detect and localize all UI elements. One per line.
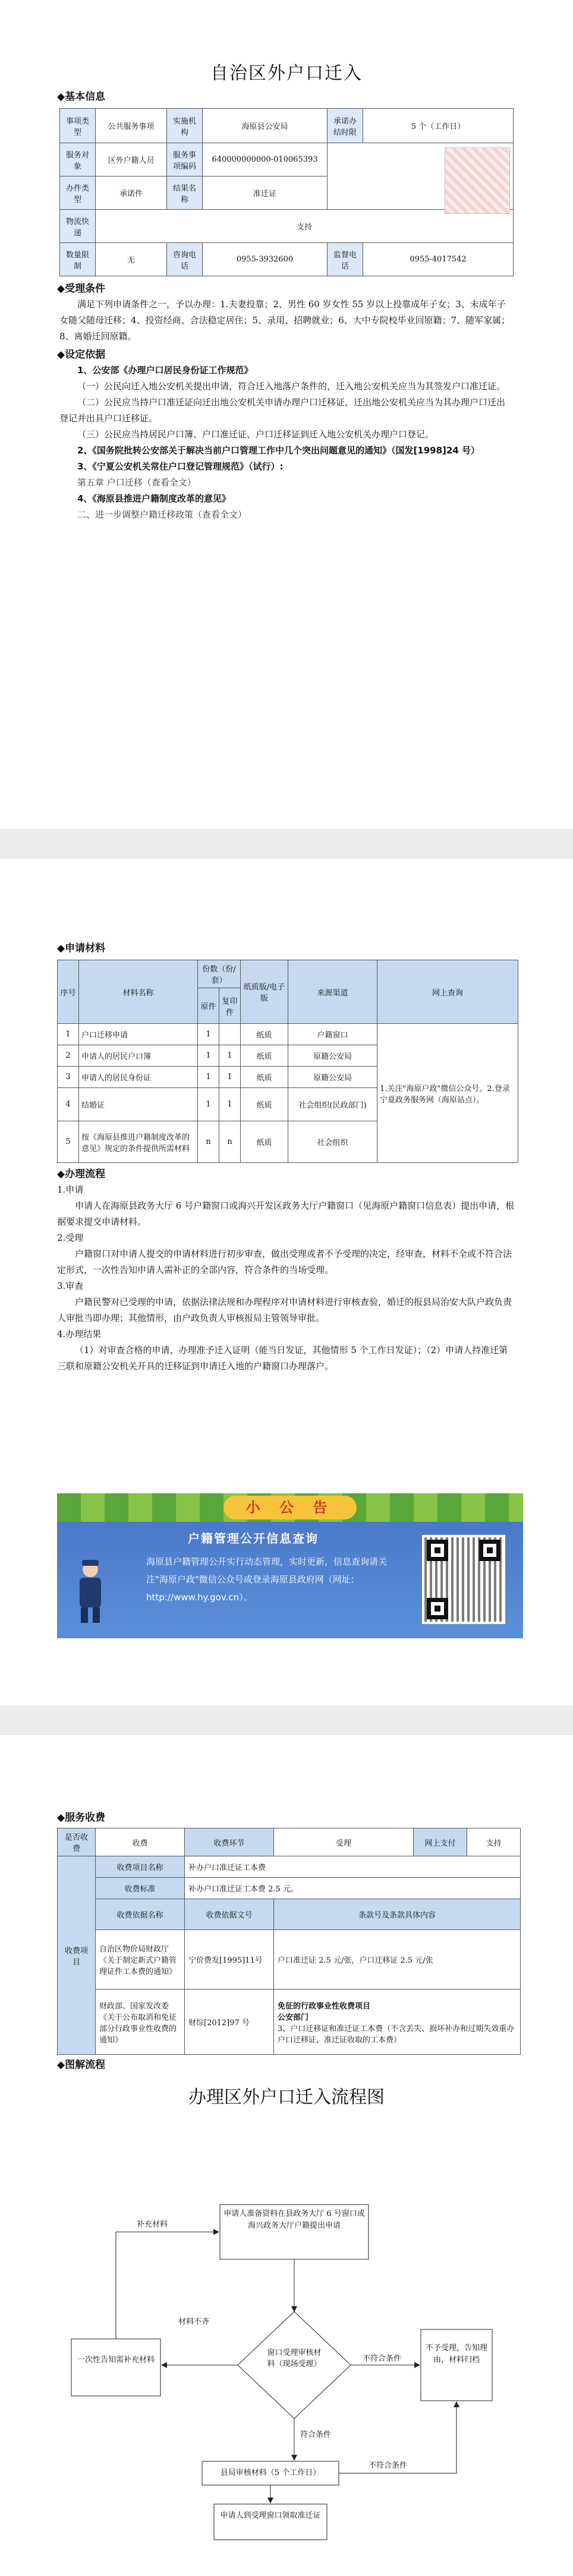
section-basic-info: ◆基本信息	[57, 91, 106, 103]
cell-type: 纸质	[241, 1121, 288, 1163]
process-step-3: 3.审查	[57, 1281, 84, 1291]
fee-clause-label: 条款号及条款具体内容	[274, 1899, 521, 1930]
fee-flag-label: 是否收费	[58, 1828, 96, 1856]
fee-std-label: 收费标准	[96, 1878, 185, 1899]
cell-value: 0955-4017542	[363, 243, 514, 276]
cell-name: 户口迁移申请	[79, 1024, 198, 1045]
flow-reject-label: 不予受理，告知理由，材料归档	[425, 2344, 487, 2364]
flow-review-label: 窗口受理审核材料（现场受理）	[267, 2348, 322, 2369]
page-3	[0, 1735, 573, 2576]
flow-apply-label: 申请人准备资料在县政务大厅 6 号窗口或海兴政务大厅户籍提出申请	[223, 2209, 365, 2230]
cell-label: 承诺办结时限	[328, 109, 363, 143]
process-step-2-text: 户籍窗口对申请人提交的申请材料进行初步审查，做出受理或者不予受理的决定，经审查，材料不全或不符合法定形式，一次性告知申请人需补正的全部内容，符合条件的当场受理。	[57, 1248, 512, 1275]
fee-project-label: 收费项目	[58, 1856, 96, 2055]
basis-item-1: 1、公安部《办理户口居民身份证工作规范》	[77, 365, 253, 376]
cell-value: 支持	[96, 210, 514, 243]
section-materials: ◆申请材料	[57, 942, 106, 954]
fee-basis-1: 自治区物价局财政厅《关于制定新式户籍管理证件工本费的通知》	[96, 1930, 185, 1989]
fee-std-value: 补办户口准迁证工本费 2.5 元。	[185, 1878, 521, 1899]
conditions-text: 满足下列申请条件之一，予以办理：1.夫妻投靠；2、男性 60 岁女性 55 岁以上投靠成年子女；3、未成年子女随父随母迁移；4、投资经商、合法稳定居住；5、录用、招聘就业；6、大中专院校毕业回原籍；7、随军家属；8、离婚迁回原籍。	[59, 299, 511, 342]
fee-clause-2-dept: 公安部门	[278, 2013, 309, 2022]
cell-source: 户籍窗口	[288, 1024, 377, 1045]
cell-label: 事项类型	[60, 109, 96, 143]
page-1	[0, 0, 573, 829]
flow-edge-incomplete: 材料不齐	[178, 2318, 210, 2326]
cell-label: 结果名称	[167, 176, 203, 210]
cell-source: 社会组织	[288, 1121, 377, 1163]
cell-value: 5 个（工作日）	[363, 109, 514, 143]
process-step-2: 2.受理	[57, 1232, 84, 1243]
cell-label: 数量限制	[60, 243, 96, 276]
basis-item-3-link[interactable]: 第五章 户口迁移（查看全文）	[77, 477, 196, 488]
cell-orig: 1	[198, 1024, 219, 1045]
cell-label: 服务事项编码	[167, 143, 203, 176]
qr-code-icon	[422, 1535, 505, 1624]
cell-orig: 1	[198, 1088, 219, 1121]
cell-label: 物流快递	[60, 210, 96, 243]
cell-no: 2	[58, 1045, 79, 1067]
cell-orig: n	[198, 1121, 219, 1163]
cell-no: 3	[58, 1067, 79, 1088]
cell-no: 4	[58, 1088, 79, 1121]
col-copy: 复印件	[219, 988, 241, 1024]
fee-item-label: 收费项目名称	[96, 1856, 185, 1878]
basis-item-3: 3、《宁夏公安机关常住户口登记管理规范》（试行）:	[77, 461, 284, 472]
cell-type: 纸质	[241, 1088, 288, 1121]
cell-source: 原籍公安局	[288, 1067, 377, 1088]
fee-basis-2: 财政部、国家发改委《关于公布取消和免征部分行政事业性收费的通知》	[96, 1989, 185, 2055]
cell-value: 准迁证	[203, 176, 328, 210]
cell-source: 原籍公安局	[288, 1045, 377, 1067]
cell-orig: 1	[198, 1045, 219, 1067]
flow-title: 办理区外户口迁入流程图	[188, 2087, 385, 2108]
cell-type: 纸质	[241, 1024, 288, 1045]
fee-flag-value: 收费	[96, 1828, 185, 1856]
basis-item-1b: （二）公民应当持户口准迁证向迁出地公安机关申请办理户口迁移证，迁出地公安机关应当为其办理户口迁出登记并出具户口迁移证。	[59, 397, 506, 424]
cell-value: 无	[96, 243, 167, 276]
cell-name: 按《海原县推进户籍制度改革的意见》规定的条件提供所需材料	[79, 1121, 198, 1163]
basis-item-4: 4、《海原县推进户籍制度改革的意见》	[77, 493, 231, 504]
cell-copy: 1	[219, 1045, 241, 1067]
process-step-4-text: （1）对审查合格的申请，办理准予迁入证明（能当日发证，其他情形 5 个工作日发证）；（2）申请人持准迁第三联和原籍公安机关开具的迁移证到申请迁入地的户籍窗口办理落户。	[57, 1345, 508, 1371]
flow-result-label: 申请人到受理窗口领取准迁证	[220, 2511, 321, 2520]
cell-label: 实施机构	[167, 109, 203, 143]
flowchart	[0, 2187, 573, 2555]
cell-no: 1	[58, 1024, 79, 1045]
fee-clause-2-heading: 免征的行政事业性收费项目	[278, 2001, 371, 2011]
flow-county-label: 县局审核材料（5 个工作日）	[220, 2468, 321, 2477]
cell-orig: 1	[198, 1067, 219, 1088]
page-2	[0, 859, 573, 1705]
fee-item-value: 补办户口准迁证工本费	[185, 1856, 521, 1878]
flow-edge-noncompliant: 不符合条件	[363, 2354, 402, 2363]
col-source: 来源渠道	[288, 960, 377, 1024]
basis-item-4-link[interactable]: 二、进一步调整户籍迁移政策（查看全文）	[77, 509, 247, 520]
banner-text: 海原县户籍管理公开实行动态管理，实时更新，信息查询请关注"海原户政"微信公众号或登录海原县政府网（网址：http://www.hy.gov.cn）。	[146, 1556, 388, 1603]
cell-source: 社会组织(民政部门)	[288, 1088, 377, 1121]
cell-name: 结婚证	[79, 1088, 198, 1121]
cell-copy: 1	[219, 1067, 241, 1088]
flow-notify-label: 一次性告知需补充材料	[77, 2356, 155, 2364]
flow-edge-compliant: 符合条件	[300, 2430, 332, 2439]
cell-type: 纸质	[241, 1067, 288, 1088]
cell-name: 申请人的居民户口簿	[79, 1045, 198, 1067]
col-orig: 原件	[198, 988, 219, 1024]
cell-label: 咨询电话	[167, 243, 203, 276]
section-process: ◆办理流程	[57, 1168, 106, 1180]
cell-copy	[219, 1024, 241, 1045]
fee-clause-2	[274, 1989, 521, 2055]
col-no: 序号	[58, 960, 79, 1024]
section-conditions: ◆受理条件	[57, 283, 106, 295]
page-title: 自治区外户口迁入	[210, 63, 363, 84]
cell-value: 承诺件	[96, 176, 167, 210]
process-step-1: 1.申请	[57, 1184, 84, 1195]
officer-icon	[73, 1559, 108, 1624]
flow-apply-text	[222, 2208, 366, 2257]
seal-stamp-image	[445, 147, 510, 214]
fee-clause-2-text: 3、户口迁移证和准迁证工本费（不含丢失、损坏补办和过期失效重办户口迁移证、准迁证收取的工本费）	[278, 2024, 515, 2045]
section-fees: ◆服务收费	[57, 1812, 106, 1824]
process-step-4: 4.办理结果	[57, 1329, 102, 1339]
notice-banner	[57, 1493, 523, 1638]
cell-type: 纸质	[241, 1045, 288, 1067]
cell-label: 监督电话	[328, 243, 363, 276]
cell-copy: 1	[219, 1088, 241, 1121]
col-online: 网上查询	[377, 960, 518, 1024]
fee-stage-label: 收费环节	[185, 1828, 274, 1856]
cell-online: 1.关注"海原户政"微信公众号。2.登录宁夏政务服务网（海原站点）。	[377, 1024, 518, 1163]
col-name: 材料名称	[79, 960, 198, 1024]
basis-item-1a: （一）公民向迁入地公安机关提出申请，符合迁入地落户条件的，迁入地公安机关应当为其签发户口准迁证。	[77, 381, 506, 392]
section-flow: ◆图解流程	[57, 2059, 106, 2071]
fees-table	[57, 1828, 521, 2055]
section-basis: ◆设定依据	[57, 349, 106, 361]
cell-label: 办件类型	[60, 176, 96, 210]
cell-value: 海原县公安局	[203, 109, 328, 143]
fee-doc-2: 财综[2012]97 号	[185, 1989, 274, 2055]
basis-item-2: 2、《国务院批转公安部关于解决当前户口管理工作中几个突出问题意见的通知》（国发[1998]24 号）	[77, 445, 480, 456]
banner-subtitle: 户籍管理公开信息查询	[188, 1531, 319, 1546]
fee-stage-value: 受理	[274, 1828, 414, 1856]
process-text	[57, 1182, 516, 1374]
cell-value: 0955-3932600	[203, 243, 328, 276]
fee-doc-label: 收费依据文号	[185, 1899, 274, 1930]
cell-label: 服务对象	[60, 143, 96, 176]
fee-clause-1: 户口准迁证 2.5 元/张，户口迁移证 2.5 元/张	[274, 1930, 521, 1989]
flow-edge-supplement: 补充材料	[137, 2220, 168, 2229]
fee-doc-1: 宁价费发[1995]11号	[185, 1930, 274, 1989]
col-count: 份数（份/套）	[198, 960, 241, 988]
cell-copy: n	[219, 1121, 241, 1163]
online-pay-label: 网上支付	[414, 1828, 467, 1856]
cell-no: 5	[58, 1121, 79, 1163]
cell-name: 申请人的居民身份证	[79, 1067, 198, 1088]
basis-item-1c: （三）公民应当持居民户口簿、户口准迁证、户口迁移证到迁入地公安机关办理户口登记。	[77, 429, 435, 440]
cell-value: 区外户籍人员	[96, 143, 167, 176]
banner-heading: 小 公 告	[223, 1496, 357, 1519]
process-step-1-text: 申请人在海原县政务大厅 6 号户籍窗口或海兴开发区政务大厅户籍窗口（见海原户籍窗口信息表）提出申请，根据要求提交申请材料。	[57, 1200, 515, 1227]
process-step-3-text: 户籍民警对已受理的申请，依据法律法规和办理程序对申请材料进行审核查验，婚迁的报县局治安大队户政负责人审批当即办理；其他情形，由户政负责人审核报局主管领导审批。	[57, 1297, 512, 1323]
cell-value: 公共服务事项	[96, 109, 167, 143]
online-pay-value: 支持	[467, 1828, 521, 1856]
table-row	[58, 1024, 518, 1045]
flow-edge-noncompliant-2: 不符合条件	[369, 2461, 408, 2470]
fee-basis-label: 收费依据名称	[96, 1899, 185, 1930]
col-type: 纸质版/电子版	[241, 960, 288, 1024]
basic-info-table	[59, 108, 514, 276]
materials-table	[57, 960, 518, 1163]
cell-value: 640000000000-010065393	[203, 143, 328, 176]
